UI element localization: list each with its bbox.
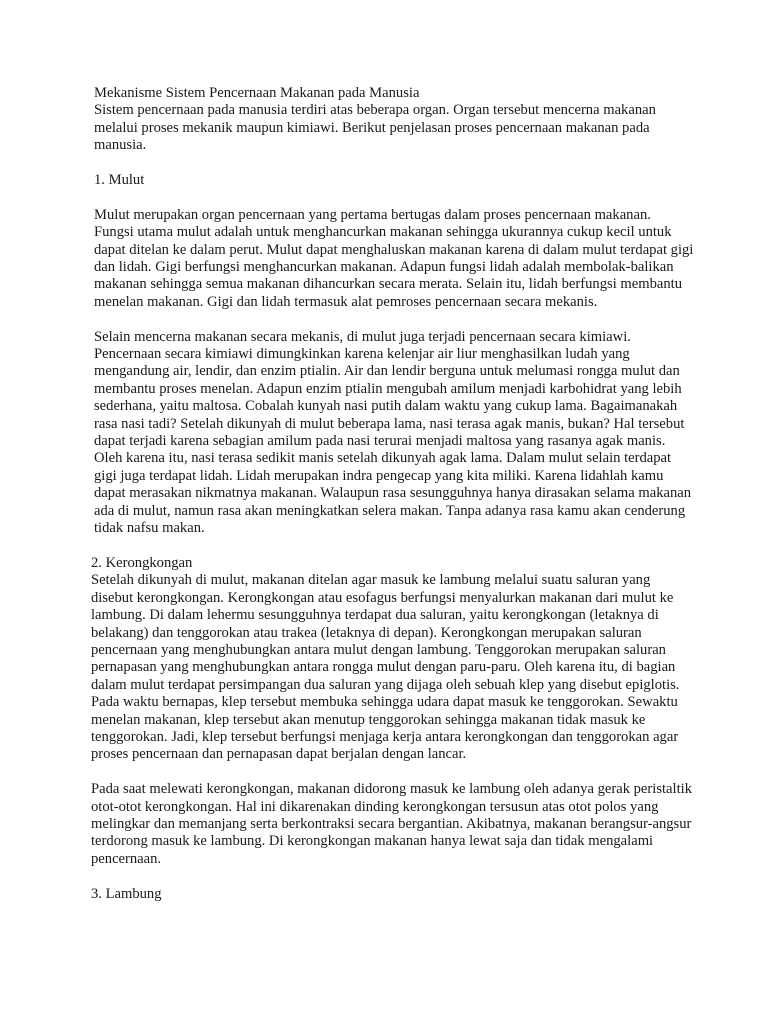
document-title: Mekanisme Sistem Pencernaan Makanan pada Manusia: [94, 85, 420, 101]
kerongkongan-paragraph-2: Pada saat melewati kerongkongan, makanan didorong masuk ke lambung oleh adanya gerak peristaltik otot-otot kerongkongan. Hal ini dikarenakan dinding kerongkongan tersusun atas otot polos yang melingkar dan memanjang serta berkontraksi secara bergantian. Akibatnya, makanan berangsur-angsur terdorong masuk ke lambung. Di kerongkongan makanan hanya lewat saja dan tidak mengalami pencernaan.: [91, 781, 692, 867]
spacer: [94, 189, 694, 206]
spacer: [94, 868, 694, 885]
section-heading-mulut: 1. Mulut: [94, 172, 145, 189]
mulut-paragraph-2: Selain mencerna makanan secara mekanis, di mulut juga terjadi pencernaan secara kimiawi. Pencernaan secara kimiawi dimungkinkan karena kelenjar air liur menghasilkan ludah yang mengandung air, lendir, dan enzim ptialin. Air dan lendir berguna untuk melumasi rongga mulut dan membantu proses menelan. Adapun enzim ptialin mengubah amilum menjadi karbohidrat yang lebih sederhana, yaitu maltosa. Cobalah kunyah nasi putih dalam waktu yang cukup lama. Bagaimanakah rasa nasi tadi? Setelah dikunyah di mulut beberapa lama, nasi terasa agak manis, bukan? Hal tersebut dapat terjadi karena sebagian amilum pada nasi terurai menjadi maltosa yang rasanya agak manis. Oleh karena itu, nasi terasa sedikit manis setelah dikunyah agak lama. Dalam mulut selain terdapat gigi juga terdapat lidah. Lidah merupakan indra pengecap yang kita miliki. Karena lidahlah kamu dapat merasakan nikmatnya makanan. Walaupun rasa sesungguhnya hanya dirasakan selama makanan ada di mulut, namun rasa akan meningkatkan selera makan. Tanpa adanya rasa kamu akan cenderung tidak nafsu makan.: [94, 328, 692, 537]
intro-paragraph: Sistem pencernaan pada manusia terdiri atas beberapa organ. Organ tersebut mencerna makanan melalui proses mekanik maupun kimiawi. Berikut penjelasan proses pencernaan makanan pada manusia.: [94, 102, 656, 154]
mulut-paragraph-1: Mulut merupakan organ pencernaan yang pertama bertugas dalam proses pencernaan makanan. Fungsi utama mulut adalah untuk menghancurkan makanan sehingga ukurannya cukup kecil untuk dapat ditelan ke dalam perut. Mulut dapat menghaluskan makanan karena di dalam mulut terdapat gigi dan lidah. Gigi berfungsi menghancurkan makanan. Adapun fungsi lidah adalah membolak-balikan makanan sehingga semua makanan dihancurkan secara merata. Selain itu, lidah berfungsi membantu menelan makanan. Gigi dan lidah termasuk alat pemroses pencernaan secara mekanis.: [94, 206, 694, 310]
document-body: [91, 85, 694, 903]
section-heading-kerongkongan: 2. Kerongkongan: [91, 554, 193, 571]
spacer: [94, 764, 694, 781]
spacer: [94, 538, 694, 555]
kerongkongan-paragraph-1: Setelah dikunyah di mulut, makanan ditelan agar masuk ke lambung melalui suatu saluran yang disebut kerongkongan. Kerongkongan atau esofagus berfungsi menyalurkan makanan dari mulut ke lambung. Di dalam lehermu sesungguhnya terdapat dua saluran, yaitu kerongkongan (letaknya di belakang) dan tenggorokan atau trakea (letaknya di depan). Kerongkongan merupakan saluran pencernaan yang menghubungkan antara mulut dengan lambung. Tenggorokan merupakan saluran pernapasan yang menghubungkan antara rongga mulut dengan paru-paru. Oleh karena itu, di bagian dalam mulut terdapat persimpangan dua saluran yang dijaga oleh sebuah klep yang disebut epiglotis. Pada waktu bernapas, klep tersebut membuka sehingga udara dapat masuk ke tenggorokan. Sewaktu menelan makanan, klep tersebut akan menutup tenggorokan sehingga makanan tidak masuk ke tenggorokan. Jadi, klep tersebut berfungsi menjaga kerja antara kerongkongan dan tenggorokan agar proses pencernaan dan pernapasan dapat berjalan dengan lancar.: [91, 572, 680, 763]
spacer: [94, 311, 694, 328]
section-heading-lambung: 3. Lambung: [91, 885, 162, 902]
spacer: [94, 155, 694, 172]
